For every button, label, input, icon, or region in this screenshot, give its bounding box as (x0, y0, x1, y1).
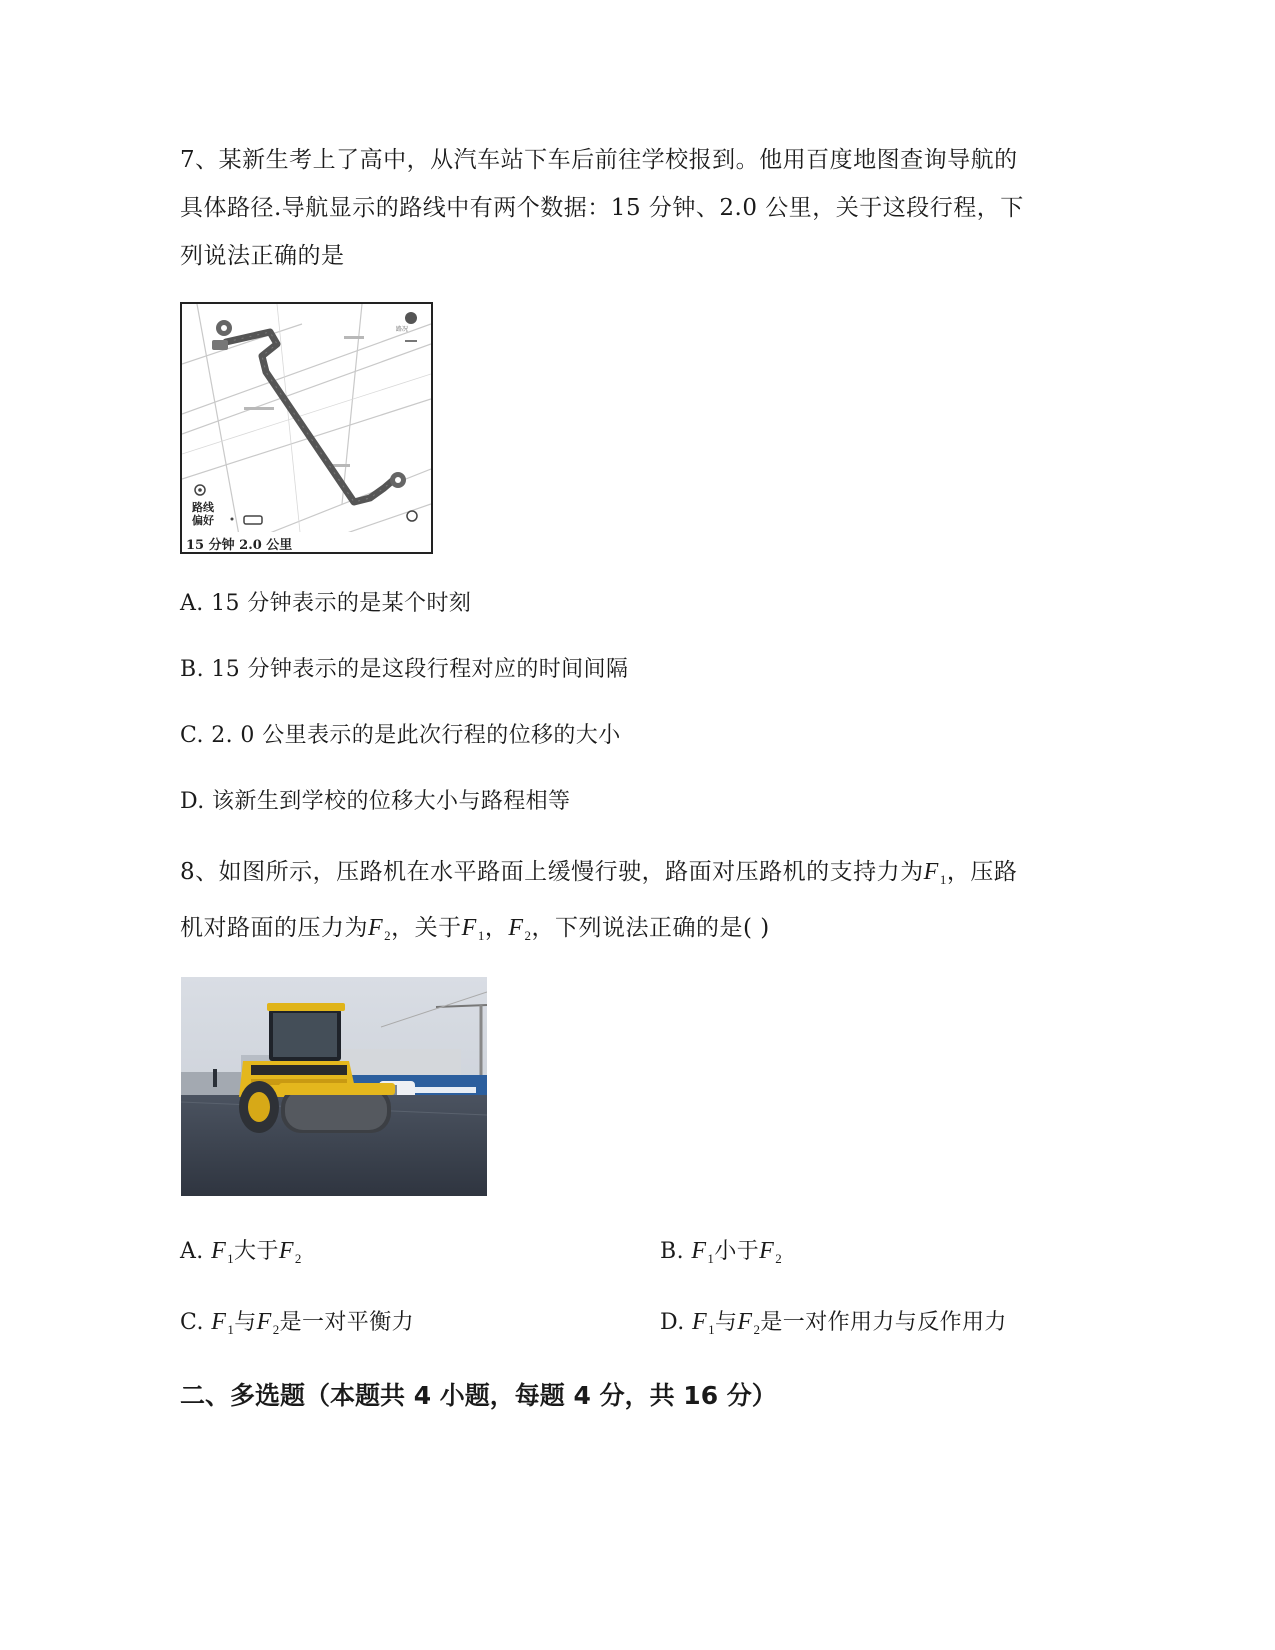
q8-option-d: D. $F_1$与$F_2$是一对作用力与反作用力 (660, 1309, 1007, 1337)
question-8-line-2: 机对路面的压力为$F_2$，关于$F_1$，$F_2$，下列说法正确的是( ) (180, 915, 770, 943)
route-preference-label: 路线 偏好 (192, 501, 214, 527)
road-roller-illustration (181, 977, 487, 1196)
section-2-heading: 二、多选题（本题共 4 小题，每题 4 分，共 16 分） (180, 1381, 777, 1410)
map-summary-bar (182, 532, 431, 552)
navigation-map-figure (180, 302, 433, 554)
q7-option-a: A. 15 分钟表示的是某个时刻 (180, 591, 472, 616)
question-7-line-3: 列说法正确的是 (180, 243, 345, 269)
q7-option-b: B. 15 分钟表示的是这段行程对应的时间间隔 (180, 657, 629, 682)
q8-option-c: C. $F_1$与$F_2$是一对平衡力 (180, 1309, 414, 1337)
q7-option-d: D. 该新生到学校的位移大小与路程相等 (180, 789, 571, 814)
question-8 (180, 848, 1080, 960)
q8-option-a: A. $F_1$大于$F_2$ (180, 1238, 302, 1266)
question-8-line-1: 8、如图所示，压路机在水平路面上缓慢行驶，路面对压路机的支持力为$F_1$，压路 (180, 859, 1018, 887)
map-illustration (182, 304, 431, 552)
q7-option-c: C. 2. 0 公里表示的是此次行程的位移的大小 (180, 723, 621, 748)
q8-option-b: B. $F_1$小于$F_2$ (660, 1238, 783, 1266)
question-7-line-2: 具体路径.导航显示的路线中有两个数据：15 分钟、2.0 公里，关于这段行程，下 (180, 195, 1024, 221)
map-traffic-label: 路况 (396, 326, 409, 333)
road-roller-photo (181, 977, 487, 1196)
question-7 (180, 136, 1080, 280)
question-7-line-1: 7、某新生考上了高中，从汽车站下车后前往学校报到。他用百度地图查询导航的 (180, 147, 1018, 173)
map-time-distance: 15 分钟 2.0 公里 (186, 538, 293, 553)
